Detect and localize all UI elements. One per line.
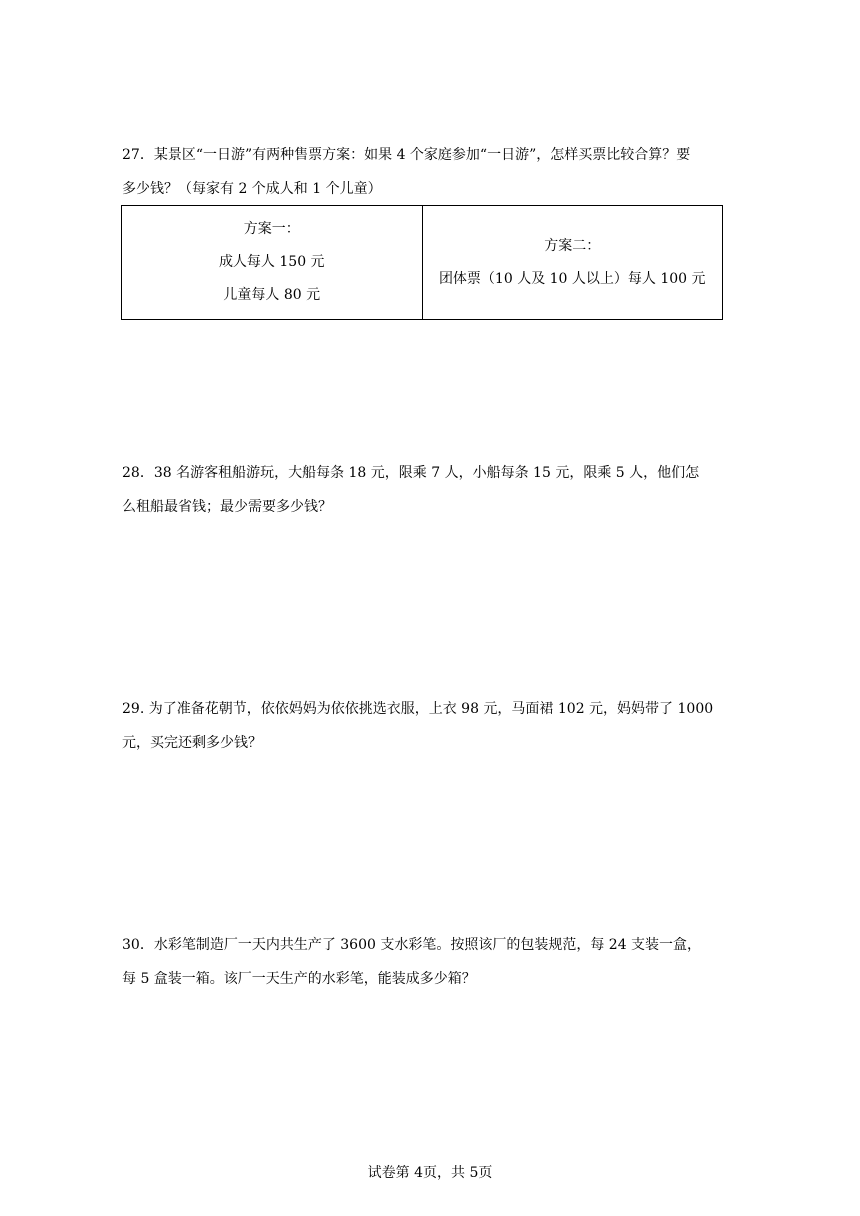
plan-one-adult-price: 成人每人 150 元 (218, 254, 325, 270)
question-30 (122, 928, 740, 996)
ticket-plans-row (122, 206, 723, 320)
question-28 (122, 456, 740, 524)
plan-two-cell (422, 206, 723, 320)
question-30-line-1: 30．水彩笔制造厂一天内共生产了 3600 支水彩笔。按照该厂的包装规范，每 24 支装一盒， (122, 937, 702, 953)
question-30-line-2: 每 5 盒装一箱。该厂一天生产的水彩笔，能装成多少箱？ (122, 971, 476, 987)
page-footer: 试卷第 4页，共 5页 (367, 1165, 493, 1181)
question-29-line-2: 元，买完还剩多少钱？ (122, 735, 262, 751)
plan-two-title: 方案二： (544, 237, 601, 254)
ticket-plans-table (121, 205, 723, 320)
question-28-line-2: 么租船最省钱；最少需要多少钱？ (122, 499, 332, 515)
question-27-line-2: 多少钱？（每家有 2 个成人和 1 个儿童） (122, 181, 382, 197)
question-27-line-1: 27．某景区“一日游”有两种售票方案：如果 4 个家庭参加“一日游”，怎样买票比较合算？要 (122, 147, 691, 163)
question-27 (122, 138, 740, 206)
plan-one-title: 方案一： (243, 221, 300, 237)
plan-two-group-price: 团体票（10 人及 10 人以上）每人 100 元 (438, 270, 706, 287)
plan-one-cell (122, 206, 423, 320)
question-29 (122, 692, 740, 760)
question-28-line-1: 28．38 名游客租船游玩，大船每条 18 元，限乘 7 人，小船每条 15 元，限乘 5 人，他们怎 (122, 465, 700, 481)
question-29-line-1: 29. 为了准备花朝节，依依妈妈为依依挑选衣服，上衣 98 元，马面裙 102 元，妈妈带了 1000 (122, 701, 714, 717)
plan-one-child-price: 儿童每人 80 元 (223, 287, 321, 303)
